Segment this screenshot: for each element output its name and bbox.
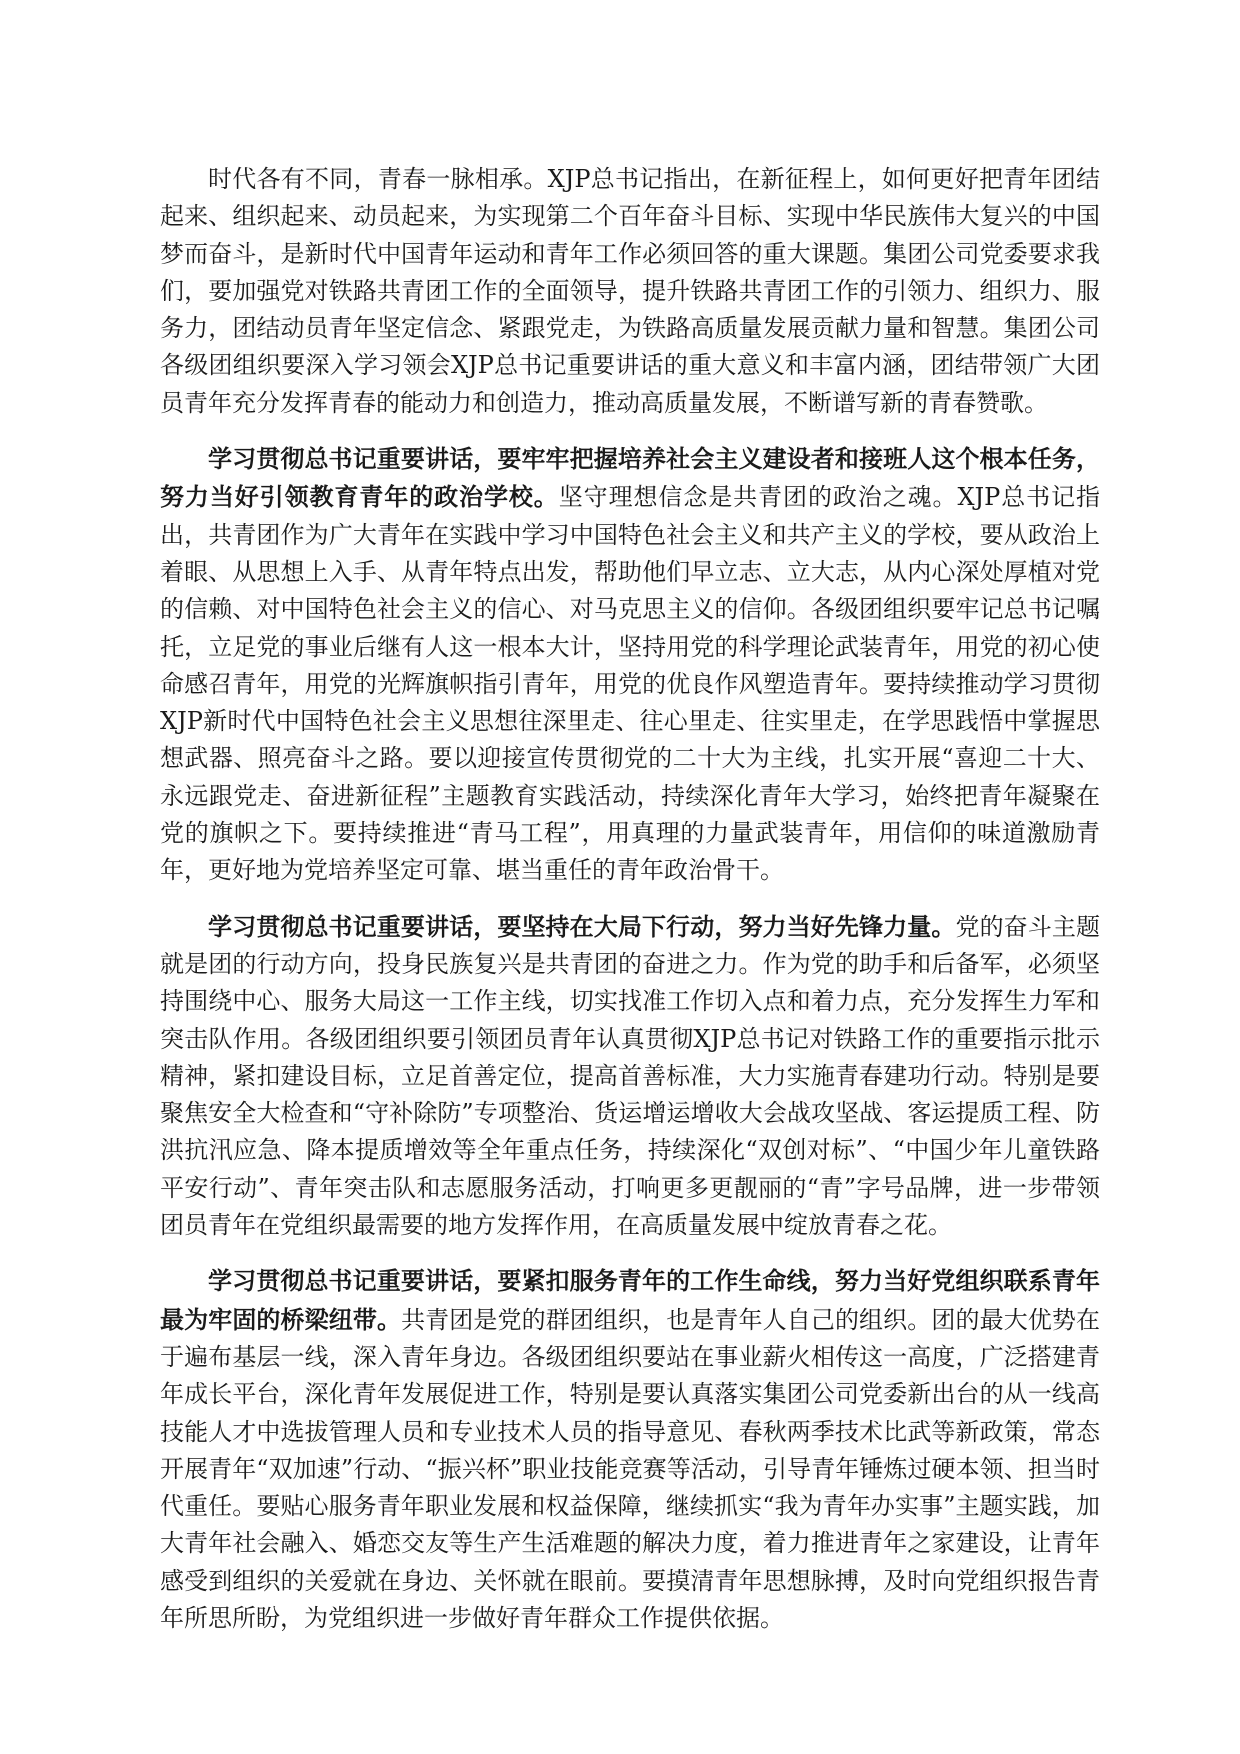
paragraph-1	[160, 160, 1100, 422]
paragraph-3-body: 党的奋斗主题就是团的行动方向，投身民族复兴是共青团的奋进之力。作为党的助手和后备军，必须坚持围绕中心、服务大局这一工作主线，切实找准工作切入点和着力点，充分发挥生力军和突击队作用。各级团组织要引领团员青年认真贯彻XJP总书记对铁路工作的重要指示批示精神，紧扣建设目标，立足首善定位，提高首善标准，大力实施青春建功行动。特别是要聚焦安全大检查和“守补除防”专项整治、货运增运增收大会战攻坚战、客运提质工程、防洪抗汛应急、降本提质增效等全年重点任务，持续深化“双创对标”、“中国少年儿童铁路平安行动”、青年突击队和志愿服务活动，打响更多更靓丽的“青”字号品牌，进一步带领团员青年在党组织最需要的地方发挥作用，在高质量发展中绽放青春之花。	[160, 912, 1101, 1240]
paragraph-2-body: 坚守理想信念是共青团的政治之魂。XJP总书记指出，共青团作为广大青年在实践中学习中国特色社会主义和共产主义的学校，要从政治上着眼、从思想上入手、从青年特点出发，帮助他们早立志、立大志，从内心深处厚植对党的信赖、对中国特色社会主义的信心、对马克思主义的信仰。各级团组织要牢记总书记嘱托，立足党的事业后继有人这一根本大计，坚持用党的科学理论武装青年，用党的初心使命感召青年，用党的光辉旗帜指引青年，用党的优良作风塑造青年。要持续推动学习贯彻XJP新时代中国特色社会主义思想往深里走、往心里走、往实里走，在学思践悟中掌握思想武器、照亮奋斗之路。要以迎接宣传贯彻党的二十大为主线，扎实开展“喜迎二十大、永远跟党走、奋进新征程”主题教育实践活动，持续深化青年大学习，始终把青年凝聚在党的旗帜之下。要持续推进“青马工程”，用真理的力量武装青年，用信仰的味道激励青年，更好地为党培养坚定可靠、堪当重任的青年政治骨干。	[160, 483, 1100, 885]
paragraph-2-lead: 学习贯彻总书记重要讲话，要牢牢把握培养社会主义建设者和接班人这个根本任务，努力当好引领教育青年的政治学校。	[160, 444, 1100, 512]
paragraph-1-body: 时代各有不同，青春一脉相承。XJP总书记指出，在新征程上，如何更好把青年团结起来、组织起来、动员起来，为实现第二个百年奋斗目标、实现中华民族伟大复兴的中国梦而奋斗，是新时代中国青年运动和青年工作必须回答的重大课题。集团公司党委要求我们，要加强党对铁路共青团工作的全面领导，提升铁路共青团工作的引领力、组织力、服务力，团结动员青年坚定信念、紧跟党走，为铁路高质量发展贡献力量和智慧。集团公司各级团组织要深入学习领会XJP总书记重要讲话的重大意义和丰富内涵，团结带领广大团员青年充分发挥青春的能动力和创造力，推动高质量发展，不断谱写新的青春赞歌。	[160, 165, 1100, 417]
paragraph-3	[160, 908, 1100, 1245]
paragraph-2	[160, 440, 1100, 890]
paragraph-3-lead: 学习贯彻总书记重要讲话，要坚持在大局下行动，努力当好先锋力量。	[208, 911, 956, 941]
document-page	[160, 160, 1100, 1655]
paragraph-4-lead: 学习贯彻总书记重要讲话，要紧扣服务青年的工作生命线，努力当好党组织联系青年最为牢固的桥梁纽带。	[160, 1266, 1100, 1334]
paragraph-4	[160, 1262, 1100, 1637]
paragraph-4-body: 共青团是党的群团组织，也是青年人自己的组织。团的最大优势在于遍布基层一线，深入青年身边。各级团组织要站在事业薪火相传这一高度，广泛搭建青年成长平台，深化青年发展促进工作，特别是要认真落实集团公司党委新出台的从一线高技能人才中选拔管理人员和专业技术人员的指导意见、春秋两季技术比武等新政策，常态开展青年“双加速”行动、“振兴杯”职业技能竞赛等活动，引导青年锤炼过硬本领、担当时代重任。要贴心服务青年职业发展和权益保障，继续抓实“我为青年办实事”主题实践，加大青年社会融入、婚恋交友等生产生活难题的解决力度，着力推进青年之家建设，让青年感受到组织的关爱就在身边、关怀就在眼前。要摸清青年思想脉搏，及时向党组织报告青年所思所盼，为党组织进一步做好青年群众工作提供依据。	[160, 1305, 1101, 1632]
